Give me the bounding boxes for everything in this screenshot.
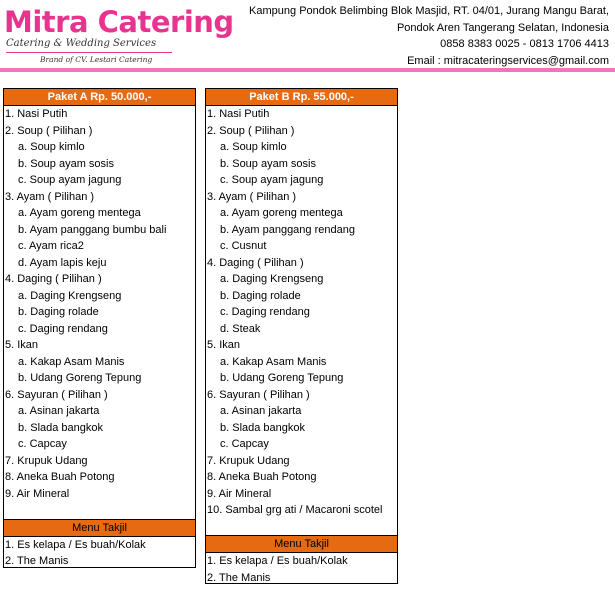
phone-numbers: 0858 8383 0025 - 0813 1706 4413	[440, 38, 609, 51]
menu-item: c. Cusnut	[220, 240, 267, 252]
package-b-title: Paket B Rp. 55.000,-	[206, 89, 397, 106]
logo-underline	[6, 52, 172, 53]
package-a-takjil-title: Menu Takjil	[4, 519, 195, 537]
menu-item: 6. Sayuran ( Pilihan )	[207, 388, 310, 401]
menu-item: a. Asinan jakarta	[220, 405, 302, 417]
header-divider	[0, 68, 615, 72]
menu-item: b. Udang Goreng Tepung	[220, 372, 344, 384]
contact-block	[249, 3, 609, 70]
menu-item: 2. Soup ( Pilihan )	[5, 124, 93, 137]
email-address[interactable]: mitracateringservices@gmail.com	[443, 55, 609, 68]
menu-item: c. Capcay	[18, 438, 67, 450]
menu-item: b. Slada bangkok	[18, 421, 104, 434]
menu-item: 4. Daging ( Pilihan )	[207, 256, 304, 269]
menu-item: 8. Aneka Buah Potong	[5, 471, 115, 483]
menu-item: b. Daging rolade	[220, 289, 301, 302]
menu-item: c. Soup ayam jagung	[18, 174, 122, 186]
menu-item: 7. Krupuk Udang	[207, 454, 290, 467]
menu-item: 3. Ayam ( Pilihan )	[5, 190, 95, 203]
menu-item: 8. Aneka Buah Potong	[207, 471, 317, 483]
menu-item: b. Udang Goreng Tepung	[18, 372, 142, 384]
menu-item-blank	[4, 502, 195, 519]
menu-item: a. Kakap Asam Manis	[220, 355, 327, 368]
package-a-box	[3, 88, 196, 568]
menu-item: c. Soup ayam jagung	[220, 174, 324, 186]
menu-item: 1. Nasi Putih	[207, 108, 270, 120]
menu-item: 4. Daging ( Pilihan )	[5, 273, 102, 285]
menu-item: b. Daging rolade	[18, 306, 99, 318]
takjil-item: 2. The Manis	[207, 571, 271, 584]
menu-item: 5. Ikan	[207, 339, 241, 351]
menu-item: c. Daging rendang	[18, 322, 108, 335]
takjil-item: 2. The Manis	[5, 555, 69, 567]
menu-item: b. Soup ayam sosis	[220, 157, 316, 170]
package-b-box	[205, 88, 398, 584]
takjil-item: 1. Es kelapa / Es buah/Kolak	[5, 538, 146, 551]
menu-item: 6. Sayuran ( Pilihan )	[5, 388, 108, 401]
menu-item: c. Ayam rica2	[18, 240, 84, 252]
menu-item: 3. Ayam ( Pilihan )	[207, 190, 297, 203]
menu-item: 10. Sambal grg ati / Macaroni scotel	[207, 504, 383, 516]
menu-item: b. Slada bangkok	[220, 421, 306, 434]
package-a-title: Paket A Rp. 50.000,-	[4, 89, 195, 106]
menu-item: d. Steak	[220, 322, 261, 335]
logo-brand: Brand of CV. Lestari Catering	[40, 55, 153, 64]
menu-item: a. Soup kimlo	[18, 141, 85, 153]
menu-item: b. Ayam panggang bumbu bali	[18, 223, 167, 236]
menu-item: a. Soup kimlo	[220, 141, 287, 153]
menu-item: a. Ayam goreng mentega	[220, 207, 343, 219]
menu-item: 9. Air Mineral	[5, 487, 70, 500]
menu-item: 1. Nasi Putih	[5, 108, 68, 120]
menu-item: 5. Ikan	[5, 339, 39, 351]
menu-item: d. Ayam lapis keju	[18, 256, 107, 269]
menu-item: a. Asinan jakarta	[18, 405, 100, 417]
package-b-takjil-title: Menu Takjil	[206, 535, 397, 553]
menu-item: 9. Air Mineral	[207, 487, 272, 500]
logo-title: Mitra Catering	[4, 5, 234, 39]
menu-item: c. Daging rendang	[220, 306, 310, 318]
email-label: Email :	[407, 55, 444, 68]
address-line-2: Pondok Aren Tangerang Selatan, Indonesia	[396, 21, 609, 34]
menu-item: a. Daging Krengseng	[18, 289, 122, 302]
takjil-item: 1. Es kelapa / Es buah/Kolak	[207, 555, 348, 567]
menu-item: b. Ayam panggang rendang	[220, 223, 355, 236]
logo-tagline: Catering & Wedding Services	[6, 38, 157, 49]
menu-item-blank	[206, 519, 397, 536]
menu-item: a. Ayam goreng mentega	[18, 207, 141, 219]
menu-item: 2. Soup ( Pilihan )	[207, 124, 295, 137]
address-line-1: Kampung Pondok Belimbing Blok Masjid, RT. 04/01, Jurang Mangu Barat,	[249, 5, 609, 17]
menu-item: 7. Krupuk Udang	[5, 454, 88, 467]
menu-item: c. Capcay	[220, 438, 269, 450]
menu-item: b. Soup ayam sosis	[18, 157, 114, 170]
menu-item: a. Kakap Asam Manis	[18, 355, 125, 368]
menu-item: a. Daging Krengseng	[220, 273, 324, 285]
